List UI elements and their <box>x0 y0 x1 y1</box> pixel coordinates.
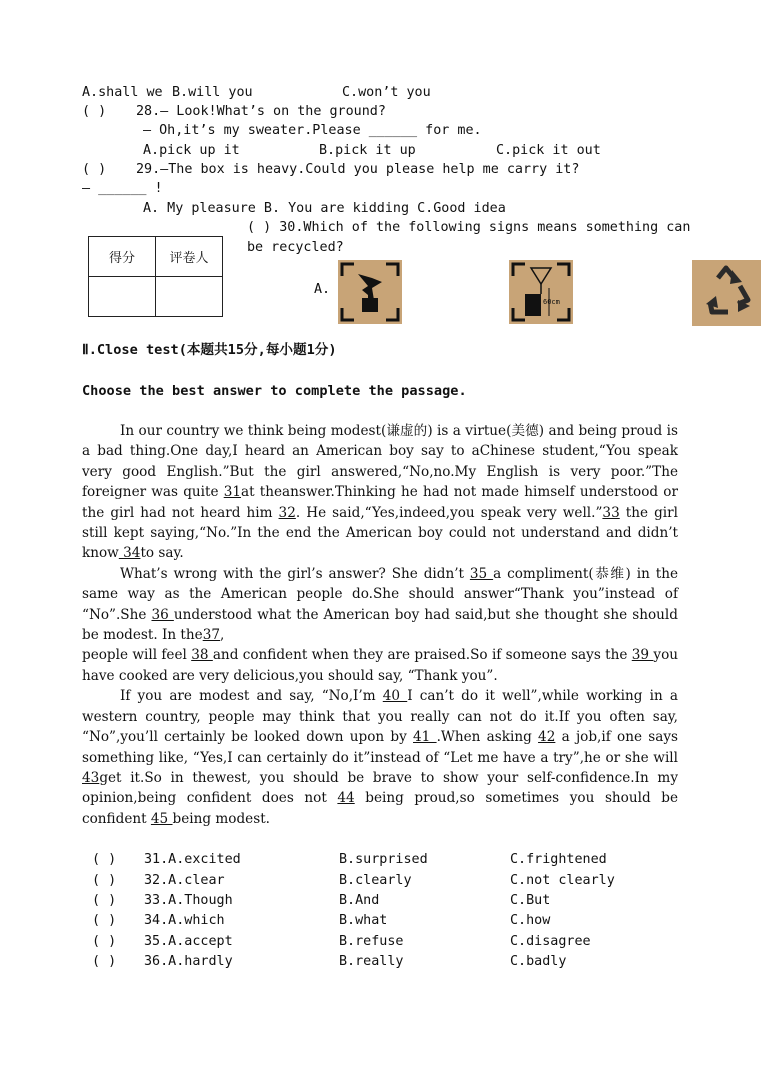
passage-paragraph-4 <box>82 686 678 829</box>
answer-paren: ( ) <box>92 893 117 908</box>
blank-39: 39 <box>631 647 654 664</box>
answer-paren: ( ) <box>92 954 117 969</box>
answer-option-a: 33.A.Though <box>144 893 233 908</box>
answer-paren: ( ) <box>92 934 117 949</box>
passage-text: and confident when they are praised.So if someone says the <box>212 647 632 664</box>
passage-text: understood what the American boy had said,but she thought she should be modest. In the <box>82 606 678 644</box>
answer-option-a: 32.A.clear <box>144 873 225 888</box>
glass-sign-icon <box>509 260 573 324</box>
passage-text: you have cooked are very delicious,you should say, “Thank you”. <box>82 647 679 684</box>
blank-45: 45 <box>150 810 173 827</box>
passage-text: at theanswer.Thinking he had not made himself understood or the girl had not heard him <box>82 484 678 521</box>
blank-33: 33 <box>602 504 620 521</box>
q29-line2: — ______ ! <box>82 181 163 196</box>
passage-text: If you are modest and say, “No,I’m <box>120 688 383 705</box>
passage-text: I can’t do it well”,while working in a western country, people may think that you really can not do it.If you often say, “No”,you’ll certainly be looked down upon by <box>82 688 678 746</box>
blank-42: 42 <box>538 729 556 746</box>
blank-41: 41 <box>413 729 437 746</box>
blank-40: 40 <box>382 688 408 705</box>
answer-paren: ( ) <box>92 873 117 888</box>
q27-option-c: C.won’t you <box>342 85 431 100</box>
blank-38: 38 <box>191 647 213 664</box>
passage-text: the girl still kept saying,“No.”In the end the American boy could not understand and didn’t know <box>82 504 678 562</box>
answer-option-b: B.And <box>339 893 380 908</box>
q28-paren: ( ) <box>82 104 107 119</box>
q28-option-a: A.pick up it <box>143 143 240 158</box>
svg-text:60cm: 60cm <box>543 298 560 306</box>
answer-option-a: 34.A.which <box>144 913 225 928</box>
passage-paragraph-3 <box>82 645 678 686</box>
passage-text: In our country we think being modest(谦虚的) is a virtue(美德) and being proud is a bad thing.One day,I heard an American boy say to aChinese student,“You speak very good English.”But the girl answered,“No,no.My English is very poor.”The foreigner was quite <box>82 423 678 501</box>
q29-options: A. My pleasure B. You are kidding C.Good idea <box>143 201 506 216</box>
answer-option-a: 36.A.hardly <box>144 954 233 969</box>
answer-option-a: 31.A.excited <box>144 852 241 867</box>
answer-option-b: B.really <box>339 954 404 969</box>
passage-text: a job,if one says something like, “Yes,I can certainly do it”instead of “Let me have a try”,he or she will <box>82 729 678 766</box>
section-instruction: Choose the best answer to complete the passage. <box>82 383 467 399</box>
passage-text: .When asking <box>436 729 539 746</box>
answer-option-c: C.badly <box>510 954 567 969</box>
answer-paren: ( ) <box>92 852 117 867</box>
q28-line2: — Oh,it’s my sweater.Please ______ for me. <box>143 123 482 138</box>
passage-text: being modest. <box>172 810 270 827</box>
answer-option-b: B.surprised <box>339 852 428 867</box>
score-header: 得分 <box>89 237 156 277</box>
passage-paragraph-2 <box>82 564 678 646</box>
q27-option-b: B.will you <box>172 85 253 100</box>
grader-header: 评卷人 <box>156 237 223 277</box>
passage-text: What’s wrong with the girl’s answer? She didn’t <box>120 565 470 582</box>
score-cell <box>89 277 156 317</box>
passage-text: get it.So in thewest, you should be brave to show your self-confidence.In my opinion,being confident does not <box>82 769 678 807</box>
answer-option-c: C.disagree <box>510 934 591 949</box>
q27-option-a: A.shall we <box>82 85 163 100</box>
recycle-sign-icon <box>692 260 761 326</box>
passage-text: being proud,so sometimes you should be confident <box>82 790 678 827</box>
score-table <box>88 236 223 317</box>
passage-text: a compliment(恭维) in the same way as the American people do.She should answer“Thank you”instead of “No”.She <box>82 565 679 623</box>
answer-option-c: C.how <box>510 913 551 928</box>
blank-37: 37 <box>202 627 220 644</box>
passage-text: to say. <box>140 545 184 562</box>
blank-35: 35 <box>469 565 494 582</box>
passage-text: , <box>220 627 225 644</box>
section-title: Ⅱ.Close test(本题共15分,每小题1分) <box>82 342 337 358</box>
q29-paren: ( ) <box>82 162 107 177</box>
answer-paren: ( ) <box>92 913 117 928</box>
passage-text: . He said,“Yes,indeed,you speak very well.” <box>295 504 603 521</box>
grader-cell <box>156 277 223 317</box>
q29-line1: 29.—The box is heavy.Could you please help me carry it? <box>136 162 580 177</box>
q30-line2: be recycled? <box>247 240 344 255</box>
fragile-sign-icon <box>338 260 402 324</box>
answer-option-b: B.refuse <box>339 934 404 949</box>
passage-text: people will feel <box>82 647 192 664</box>
passage-paragraph-1 <box>82 421 678 564</box>
answer-option-a: 35.A.accept <box>144 934 233 949</box>
passage <box>82 421 678 829</box>
answer-option-b: B.clearly <box>339 873 412 888</box>
answer-option-b: B.what <box>339 913 388 928</box>
blank-44: 44 <box>337 790 355 807</box>
q28-option-c: C.pick it out <box>496 143 601 158</box>
blank-43: 43 <box>82 769 100 786</box>
blank-32: 32 <box>278 504 296 521</box>
answer-option-c: C.not clearly <box>510 873 615 888</box>
answer-option-c: C.frightened <box>510 852 607 867</box>
q28-line1: 28.— Look!What’s on the ground? <box>136 104 386 119</box>
blank-36: 36 <box>151 606 174 623</box>
blank-34: 34 <box>118 545 141 562</box>
blank-31: 31 <box>223 484 242 501</box>
answer-option-c: C.But <box>510 893 551 908</box>
q28-option-b: B.pick it up <box>319 143 416 158</box>
q30-line1: ( ) 30.Which of the following signs means something can <box>247 220 691 235</box>
q30-option-a-label: A. <box>314 282 331 297</box>
